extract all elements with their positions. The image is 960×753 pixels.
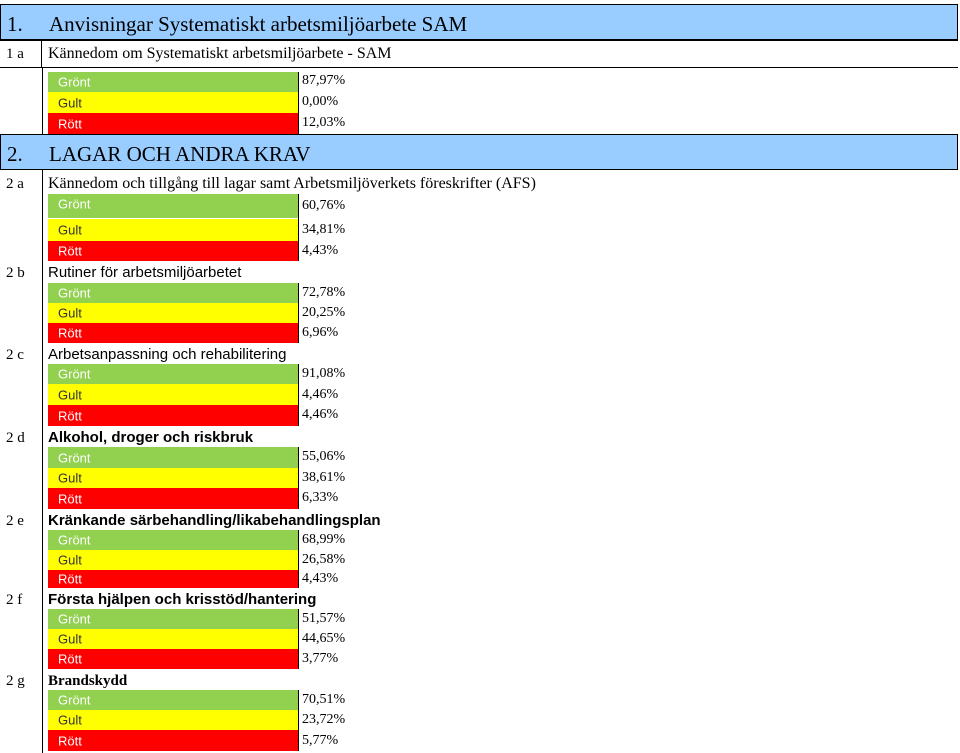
pct-gront: 60,76% <box>302 198 346 213</box>
status-label: Gult <box>58 552 82 568</box>
status-gult <box>48 710 298 730</box>
pct-gront: 72,78% <box>302 285 346 300</box>
section-title: Anvisningar Systematiskt arbetsmiljöarbete SAM <box>49 12 468 36</box>
item-label: Kännedom om Systematiskt arbetsmiljöarbete - SAM <box>48 45 392 62</box>
status-label: Rött <box>58 116 82 131</box>
status-gult <box>48 468 298 488</box>
status-gront <box>48 194 298 218</box>
status-rott <box>48 113 298 134</box>
status-label: Rött <box>58 571 82 587</box>
pct-gront: 68,99% <box>302 532 346 547</box>
status-label: Rött <box>58 243 82 259</box>
status-label: Grönt <box>58 285 91 301</box>
section-number: 2. <box>7 142 23 166</box>
item-label: Rutiner för arbetsmiljöarbetet <box>48 264 242 281</box>
pct-gult: 20,25% <box>302 305 346 320</box>
status-gult <box>48 550 298 570</box>
item-1a <box>0 40 958 68</box>
status-gult <box>48 92 298 113</box>
pct-rott: 4,43% <box>302 243 339 258</box>
section-number: 1. <box>7 12 23 36</box>
status-rott <box>48 323 298 343</box>
status-label: Grönt <box>58 450 91 465</box>
status-label: Grönt <box>58 611 91 627</box>
code-column-border <box>42 170 43 753</box>
status-gront <box>48 364 298 384</box>
status-label: Grönt <box>58 692 91 708</box>
code-column-border <box>42 68 43 134</box>
status-label: Gult <box>58 95 82 110</box>
pct-gult: 23,72% <box>302 712 346 727</box>
bar-divider <box>298 530 299 588</box>
status-label: Gult <box>58 305 82 321</box>
pct-gront: 55,06% <box>302 449 346 464</box>
item-code: 2 a <box>6 176 24 192</box>
status-rott <box>48 649 298 669</box>
bar-divider <box>298 609 299 669</box>
item-code: 2 g <box>6 673 25 689</box>
pct-gult: 26,58% <box>302 552 346 567</box>
item-code: 2 c <box>6 347 24 363</box>
status-rott <box>48 730 298 751</box>
pct-rott: 12,03% <box>302 115 346 130</box>
bar-divider <box>298 364 299 426</box>
status-label: Gult <box>58 631 82 647</box>
status-gront <box>48 447 298 468</box>
item-code: 2 b <box>6 265 25 281</box>
item-2b <box>0 261 958 285</box>
status-label: Gult <box>58 222 82 238</box>
status-label: Grönt <box>58 196 91 212</box>
status-label: Gult <box>58 712 82 728</box>
item-code: 2 e <box>6 513 24 529</box>
status-label: Rött <box>58 408 82 423</box>
status-label: Gult <box>58 387 82 402</box>
status-label: Rött <box>58 733 82 748</box>
item-code: 2 f <box>6 592 23 608</box>
status-gront <box>48 283 298 303</box>
pct-rott: 3,77% <box>302 651 339 666</box>
bar-divider <box>298 72 299 134</box>
status-gront <box>48 609 298 629</box>
pct-gult: 38,61% <box>302 470 346 485</box>
status-rott <box>48 405 298 426</box>
pct-gront: 51,57% <box>302 611 346 626</box>
item-code: 2 d <box>6 430 25 446</box>
item-label: Kränkande särbehandling/likabehandlingsplan <box>48 512 381 529</box>
item-label: Arbetsanpassning och rehabilitering <box>48 346 287 363</box>
item-label: Första hjälpen och krisstöd/hantering <box>48 591 317 608</box>
status-gult <box>48 384 298 405</box>
status-label: Grönt <box>58 366 91 382</box>
status-gult <box>48 629 298 649</box>
section-title: LAGAR OCH ANDRA KRAV <box>49 142 311 166</box>
pct-gult: 4,46% <box>302 387 339 402</box>
pct-gult: 34,81% <box>302 222 346 237</box>
status-label: Rött <box>58 491 82 506</box>
pct-gront: 87,97% <box>302 73 346 88</box>
status-label: Gult <box>58 470 82 486</box>
status-gult <box>48 219 298 241</box>
status-gront <box>48 690 298 710</box>
pct-rott: 4,43% <box>302 571 339 586</box>
pct-rott: 6,96% <box>302 325 339 340</box>
bar-divider <box>298 690 299 751</box>
status-gront <box>48 72 298 92</box>
pct-gront: 70,51% <box>302 692 346 707</box>
status-gront <box>48 530 298 550</box>
item-label: Brandskydd <box>48 673 128 689</box>
pct-rott: 6,33% <box>302 490 339 505</box>
pct-gront: 91,08% <box>302 366 346 381</box>
status-rott <box>48 241 298 261</box>
status-label: Grönt <box>58 532 91 548</box>
status-rott <box>48 570 298 588</box>
bar-divider <box>298 447 299 509</box>
pct-rott: 4,46% <box>302 407 339 422</box>
item-label: Alkohol, droger och riskbruk <box>48 429 254 446</box>
status-label: Rött <box>58 651 82 667</box>
item-2a <box>0 172 958 196</box>
pct-rott: 5,77% <box>302 733 339 748</box>
item-label: Kännedom och tillgång till lagar samt Arbetsmiljöverkets föreskrifter (AFS) <box>48 175 536 192</box>
status-label: Rött <box>58 325 82 341</box>
section-2-header <box>0 134 958 170</box>
status-gult <box>48 303 298 323</box>
section-1-header <box>0 4 958 40</box>
bar-divider <box>298 194 299 261</box>
item-code: 1 a <box>0 41 42 67</box>
status-label: Grönt <box>58 74 91 90</box>
pct-gult: 44,65% <box>302 631 346 646</box>
pct-gult: 0,00% <box>302 94 339 109</box>
status-rott <box>48 488 298 509</box>
bar-divider <box>298 283 299 343</box>
